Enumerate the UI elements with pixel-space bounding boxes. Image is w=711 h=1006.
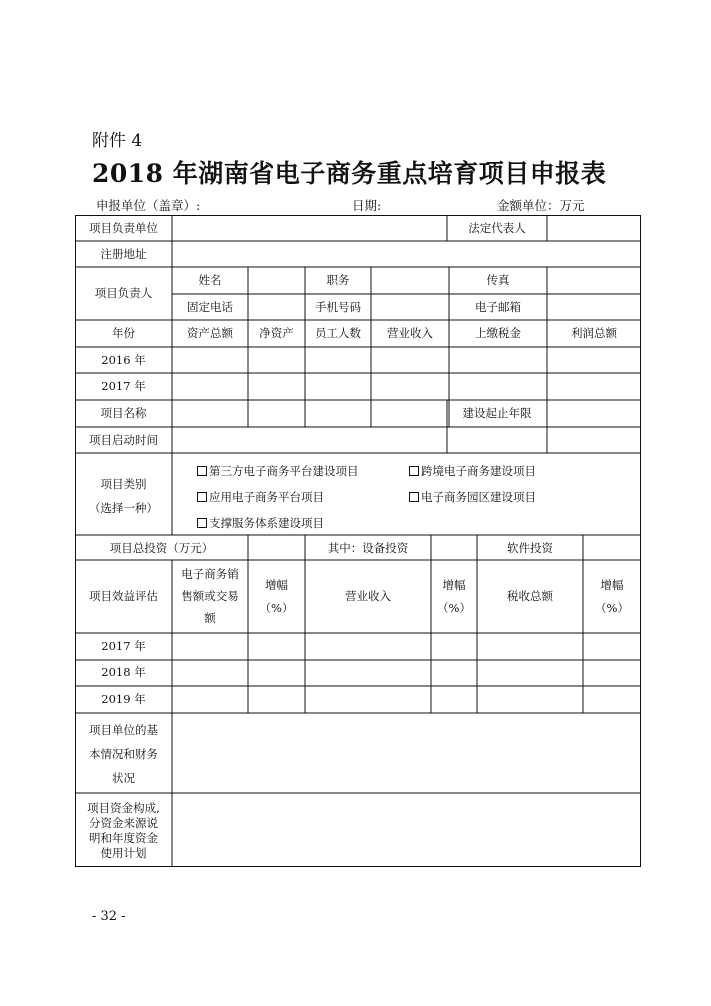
phone-label: 固定电话 xyxy=(187,300,233,314)
name-label: 姓名 xyxy=(198,273,222,287)
period-label: 建设起止年限 xyxy=(462,406,532,420)
growth-unit-3: （%） xyxy=(595,601,629,615)
legal-rep-label: 法定代表人 xyxy=(468,221,526,235)
benefit-year-2019: 2019 年 xyxy=(101,692,146,706)
basic-info-line1: 项目单位的基 xyxy=(89,723,158,737)
staff-header: 员工人数 xyxy=(315,326,361,340)
fund-plan-line2: 分资金来源说 xyxy=(89,816,158,830)
project-name-label: 项目名称 xyxy=(100,406,147,420)
growth-unit-1: （%） xyxy=(259,601,294,615)
category-option-cross-border[interactable]: 跨境电子商务建设项目 xyxy=(409,463,536,479)
basic-info-line2: 本情况和财务 xyxy=(89,747,158,761)
benefit-year-2018: 2018 年 xyxy=(101,665,146,679)
fax-label: 传真 xyxy=(486,273,510,287)
checkbox-icon xyxy=(197,492,207,502)
application-form-table xyxy=(75,215,641,867)
software-invest-label: 软件投资 xyxy=(507,541,553,555)
mobile-label: 手机号码 xyxy=(315,300,361,314)
year-header: 年份 xyxy=(112,326,135,340)
amount-unit-label: 金额单位：万元 xyxy=(497,198,585,213)
assets-header: 资产总额 xyxy=(187,326,233,340)
attachment-label: 附件 4 xyxy=(92,131,143,151)
growth-label-1: 增幅 xyxy=(265,578,288,592)
growth-label-2: 增幅 xyxy=(442,578,466,592)
checkbox-icon xyxy=(409,492,419,502)
fund-plan-line1: 项目资金构成, xyxy=(87,801,160,815)
net-assets-header: 净资产 xyxy=(259,326,294,340)
category-option-park[interactable]: 电子商务园区建设项目 xyxy=(409,489,536,505)
reg-address-label: 注册地址 xyxy=(100,247,147,261)
basic-info-line3: 状况 xyxy=(112,771,135,785)
category-option-application[interactable]: 应用电子商务平台项目 xyxy=(197,489,324,505)
revenue-label: 营业收入 xyxy=(345,589,391,603)
ecom-sales-line1: 电子商务销 xyxy=(181,567,239,581)
email-label: 电子邮箱 xyxy=(475,300,521,314)
total-invest-label: 项目总投资（万元） xyxy=(109,541,214,555)
project-unit-label: 项目负责单位 xyxy=(89,221,158,235)
fund-plan-line4: 使用计划 xyxy=(100,846,147,860)
year-2017-label: 2017 年 xyxy=(101,379,146,393)
growth-unit-2: （%） xyxy=(437,601,471,615)
benefit-label: 项目效益评估 xyxy=(89,589,158,603)
tax-paid-header: 上缴税金 xyxy=(475,326,521,340)
tax-total-label: 税收总额 xyxy=(507,589,553,603)
position-label: 职务 xyxy=(326,273,350,287)
person-in-charge-label: 项目负责人 xyxy=(94,286,153,300)
form-title: 2018 年湖南省电子商务重点培育项目申报表 xyxy=(92,159,607,188)
fund-plan-line3: 明和年度资金 xyxy=(89,831,158,845)
year-2016-label: 2016 年 xyxy=(101,353,146,367)
start-time-label: 项目启动时间 xyxy=(89,433,158,447)
applicant-unit-label: 申报单位（盖章）: xyxy=(96,198,201,213)
equipment-invest-label: 其中：设备投资 xyxy=(327,541,409,555)
checkbox-icon xyxy=(197,518,207,528)
growth-label-3: 增幅 xyxy=(600,578,624,592)
ecom-sales-line2: 售额或交易 xyxy=(181,589,239,603)
page-number: - 32 - xyxy=(92,909,126,924)
category-hint: （选择一种） xyxy=(89,501,158,515)
category-label: 项目类别 xyxy=(100,477,147,491)
category-option-third-party[interactable]: 第三方电子商务平台建设项目 xyxy=(197,463,359,479)
profit-header: 利润总额 xyxy=(571,326,617,340)
checkbox-icon xyxy=(197,466,207,476)
revenue-header: 营业收入 xyxy=(387,326,433,340)
category-option-support[interactable]: 支撑服务体系建设项目 xyxy=(197,515,324,531)
checkbox-icon xyxy=(409,466,419,476)
benefit-year-2017: 2017 年 xyxy=(101,639,146,653)
date-label: 日期: xyxy=(352,198,382,213)
ecom-sales-line3: 额 xyxy=(204,611,216,625)
